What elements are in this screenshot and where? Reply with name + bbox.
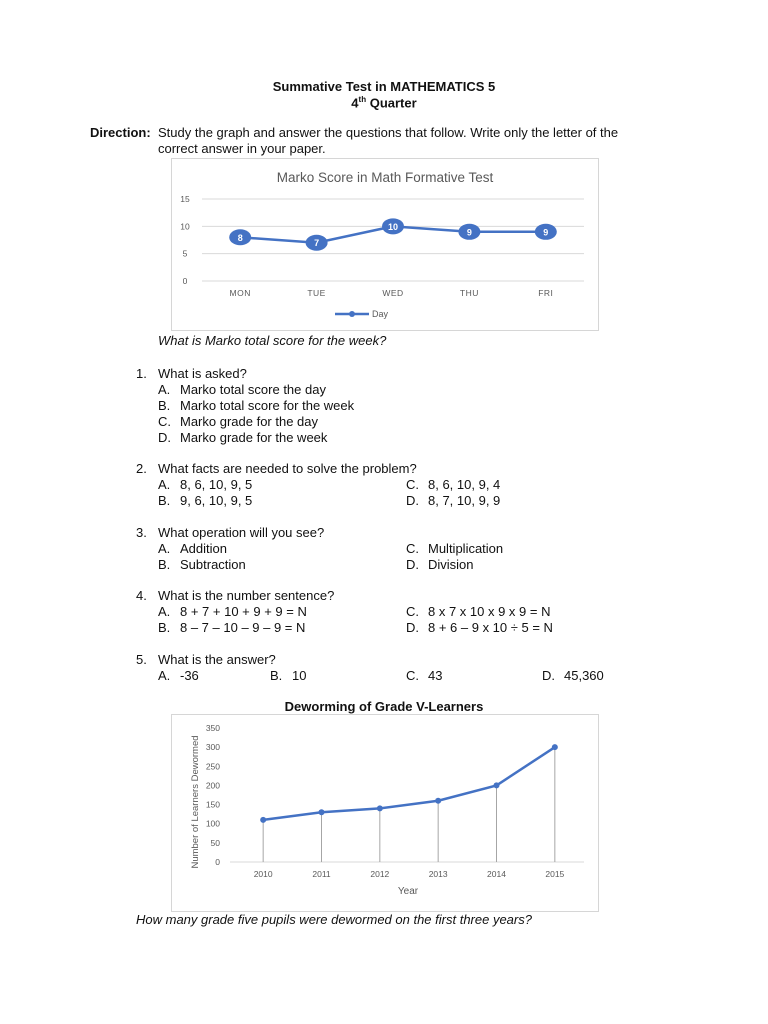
option-text: 8, 6, 10, 9, 4	[428, 477, 501, 492]
question-number: 3.	[136, 525, 147, 540]
chart2-data-point	[260, 817, 266, 823]
chart1-data-point	[306, 235, 328, 251]
option-text: 43	[428, 668, 443, 683]
option-letter: B.	[158, 398, 171, 413]
option-letter: C.	[406, 541, 419, 556]
chart1-data-point	[458, 224, 480, 240]
chart1-x-tick-label: MON	[229, 288, 251, 298]
question-text: What operation will you see?	[158, 525, 325, 540]
option-letter: C.	[406, 604, 419, 619]
chart2-y-tick-label: 150	[205, 799, 220, 810]
chart2-x-tick-label: 2013	[428, 869, 448, 879]
option-letter: B.	[158, 493, 171, 508]
chart2-y-tick-label: 0	[215, 857, 220, 867]
chart2-heading: Deworming of Grade V-Learners	[284, 699, 484, 714]
option-text: Marko grade for the day	[180, 414, 319, 429]
chart2-x-tick-label: 2011	[312, 869, 331, 879]
chart2-x-axis-label: Year	[397, 886, 419, 897]
chart1-x-tick-label: TUE	[307, 288, 326, 298]
option-text: 8 + 6 – 9 x 10 ÷ 5 = N	[428, 620, 553, 635]
chart1-y-tick-label: 0	[182, 276, 188, 286]
chart2-x-tick-label: 2010	[253, 869, 273, 879]
chart1-data-label: 8	[237, 232, 243, 243]
option-text: 10	[292, 668, 307, 683]
chart1-data-point	[382, 218, 404, 234]
option-letter: A.	[158, 477, 171, 492]
chart1-x-tick-label: WED	[382, 288, 404, 298]
chart2-y-axis-label: Number of Learners Dewormed	[190, 735, 201, 869]
question-number: 5.	[136, 652, 147, 667]
option-letter: D.	[406, 620, 419, 635]
quarter-heading	[0, 95, 768, 110]
chart1-x-tick-label: THU	[459, 288, 479, 298]
chart1-data-point	[229, 229, 251, 245]
option-letter: C.	[406, 668, 419, 683]
option-letter: C.	[406, 477, 419, 492]
option-text: 8 + 7 + 10 + 9 + 9 = N	[180, 604, 307, 619]
chart1-data-label: 9	[543, 227, 549, 238]
chart1-legend	[335, 309, 389, 319]
chart2-question: How many grade five pupils were dewormed on the first three years?	[136, 912, 532, 927]
option-text: Division	[428, 557, 474, 572]
option-letter: B.	[270, 668, 283, 683]
quarter-suffix: th	[358, 95, 367, 104]
option-letter: C.	[158, 414, 171, 429]
chart1-legend-label: Day	[372, 309, 389, 319]
question-number: 2.	[136, 461, 147, 476]
chart2-y-tick-label: 50	[210, 837, 220, 848]
direction-line-1: Study the graph and answer the questions that follow. Write only the letter of the	[158, 125, 619, 140]
option-letter: D.	[158, 430, 171, 445]
chart1-title: Marko Score in Math Formative Test	[276, 170, 494, 185]
chart2-series-line	[263, 747, 555, 820]
option-letter: B.	[158, 557, 171, 572]
chart2-x-tick-label: 2012	[370, 869, 390, 879]
option-letter: B.	[158, 620, 171, 635]
chart1-data-label: 9	[466, 227, 472, 238]
question-number: 4.	[136, 588, 147, 603]
chart1-y-tick-label: 15	[180, 194, 190, 204]
direction-label: Direction:	[90, 125, 151, 140]
option-letter: A.	[158, 604, 171, 619]
option-text: 9, 6, 10, 9, 5	[180, 493, 253, 508]
marko-score-chart-svg	[172, 159, 598, 330]
chart2-data-point	[319, 809, 325, 815]
chart1-data-label: 7	[314, 238, 320, 249]
option-text: Marko total score the day	[180, 382, 326, 397]
option-text: Multiplication	[428, 541, 504, 556]
chart1-data-point	[535, 224, 557, 240]
quarter-number: 4	[351, 95, 359, 111]
option-letter: D.	[542, 668, 555, 683]
option-text: -36	[180, 668, 199, 683]
chart1-question: What is Marko total score for the week?	[158, 333, 387, 348]
chart2-data-point	[377, 805, 383, 811]
deworming-chart-svg	[172, 715, 598, 911]
chart2-y-tick-label: 200	[205, 780, 220, 791]
option-letter: D.	[406, 493, 419, 508]
chart1-y-tick-label: 10	[180, 221, 190, 232]
option-text: Marko grade for the week	[180, 430, 328, 445]
question-text: What facts are needed to solve the problem?	[158, 461, 417, 476]
option-text: Addition	[180, 541, 227, 556]
chart1-y-tick-label: 5	[182, 248, 188, 259]
option-text: 8, 6, 10, 9, 5	[180, 477, 253, 492]
option-text: 45,360	[564, 668, 604, 683]
chart2-y-tick-label: 300	[205, 742, 220, 753]
option-letter: D.	[406, 557, 419, 572]
option-text: Subtraction	[180, 557, 246, 572]
chart2-x-tick-label: 2015	[545, 869, 565, 879]
deworming-chart	[171, 714, 599, 912]
chart2-y-tick-label: 100	[205, 818, 220, 829]
quarter-word: Quarter	[369, 95, 417, 111]
question-text: What is the number sentence?	[158, 588, 335, 603]
option-text: 8 x 7 x 10 x 9 x 9 = N	[428, 604, 551, 619]
chart2-y-tick-label: 350	[205, 723, 220, 733]
option-letter: A.	[158, 541, 171, 556]
option-letter: A.	[158, 668, 171, 683]
chart2-x-tick-label: 2014	[487, 869, 506, 879]
chart2-y-tick-label: 250	[205, 761, 220, 772]
direction-line-2: correct answer in your paper.	[158, 141, 326, 156]
question-text: What is asked?	[158, 366, 247, 381]
question-text: What is the answer?	[158, 652, 276, 667]
chart1-legend-marker	[349, 311, 355, 317]
marko-score-chart	[171, 158, 599, 331]
chart2-data-point	[494, 782, 500, 788]
chart2-data-point	[552, 744, 558, 750]
option-letter: A.	[158, 382, 171, 397]
question-number: 1.	[136, 366, 147, 381]
option-text: Marko total score for the week	[180, 398, 355, 413]
option-text: 8, 7, 10, 9, 9	[428, 493, 501, 508]
chart1-data-label: 10	[387, 221, 399, 232]
chart1-x-tick-label: FRI	[538, 288, 554, 298]
chart2-data-point	[435, 798, 441, 804]
test-title: Summative Test in MATHEMATICS 5	[272, 79, 496, 94]
option-text: 8 – 7 – 10 – 9 – 9 = N	[180, 620, 306, 635]
